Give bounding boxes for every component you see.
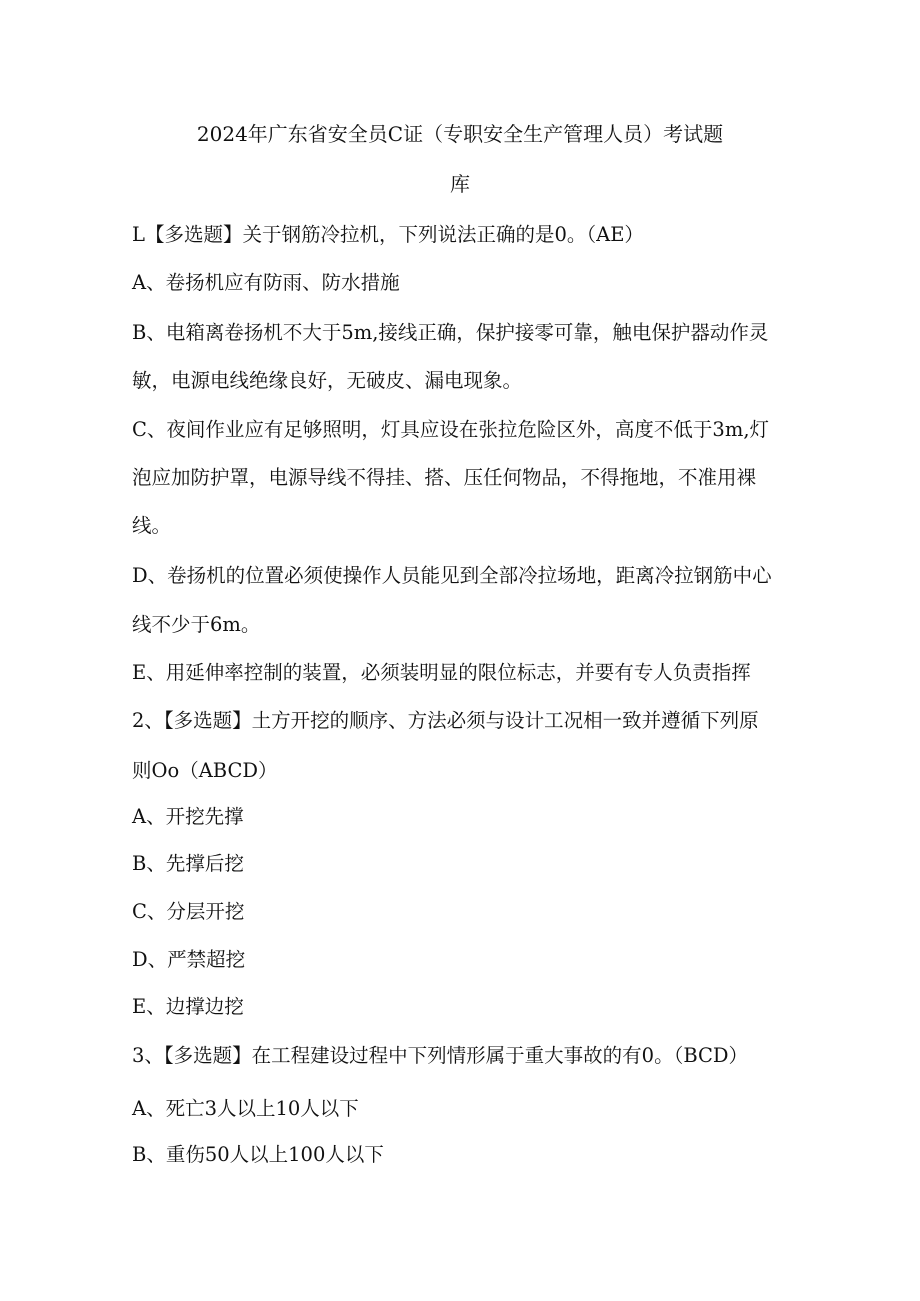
question-3-option-a: A、死亡3人以上10人以下 (132, 1097, 359, 1120)
question-2-option-c: C、分层开挖 (132, 900, 245, 923)
question-1-option-b-line1: B、电箱离卷扬机不大于5m,接线正确，保护接零可靠，触电保护器动作灵 (132, 321, 769, 344)
question-1-stem: L【多选题】关于钢筋冷拉机，下列说法正确的是0。（AE） (132, 223, 644, 246)
question-2-stem-line2: 则Oo（ABCD） (132, 759, 278, 782)
question-1-option-b-line2: 敏，电源电线绝缘良好，无破皮、漏电现象。 (132, 369, 523, 392)
question-1-option-d-line2: 线不少于6m。 (132, 613, 261, 636)
question-1-option-c-line2: 泡应加防护罩，电源导线不得挂、搭、压任何物品，不得拖地，不准用裸 (132, 466, 757, 489)
question-1-option-e: E、用延伸率控制的装置，必须装明显的限位标志，并要有专人负责指挥 (132, 661, 751, 684)
question-1-option-c-line1: C、夜间作业应有足够照明，灯具应设在张拉危险区外，高度不低于3m,灯 (132, 418, 770, 441)
question-1-option-d-line1: D、卷扬机的位置必须使操作人员能见到全部冷拉场地，距离冷拉钢筋中心 (132, 564, 772, 587)
document-title-line1: 2024年广东省安全员C证（专职安全生产管理人员）考试题 (196, 122, 724, 146)
question-1-option-a: A、卷扬机应有防雨、防水措施 (132, 271, 400, 294)
question-2-option-d: D、严禁超挖 (132, 948, 246, 971)
document-title-line2: 库 (450, 172, 470, 196)
question-2-option-b: B、先撑后挖 (132, 852, 244, 875)
question-2-option-e: E、边撑边挖 (132, 995, 244, 1018)
question-3-option-b: B、重伤50人以上100人以下 (132, 1143, 384, 1166)
question-2-stem-line1: 2、【多选题】土方开挖的顺序、方法必须与设计工况相一致并遵循下列原 (132, 709, 759, 732)
question-3-stem: 3、【多选题】在工程建设过程中下列情形属于重大事故的有0。（BCD） (132, 1044, 749, 1067)
question-1-option-c-line3: 线。 (132, 514, 172, 537)
question-2-option-a: A、开挖先撑 (132, 805, 244, 828)
